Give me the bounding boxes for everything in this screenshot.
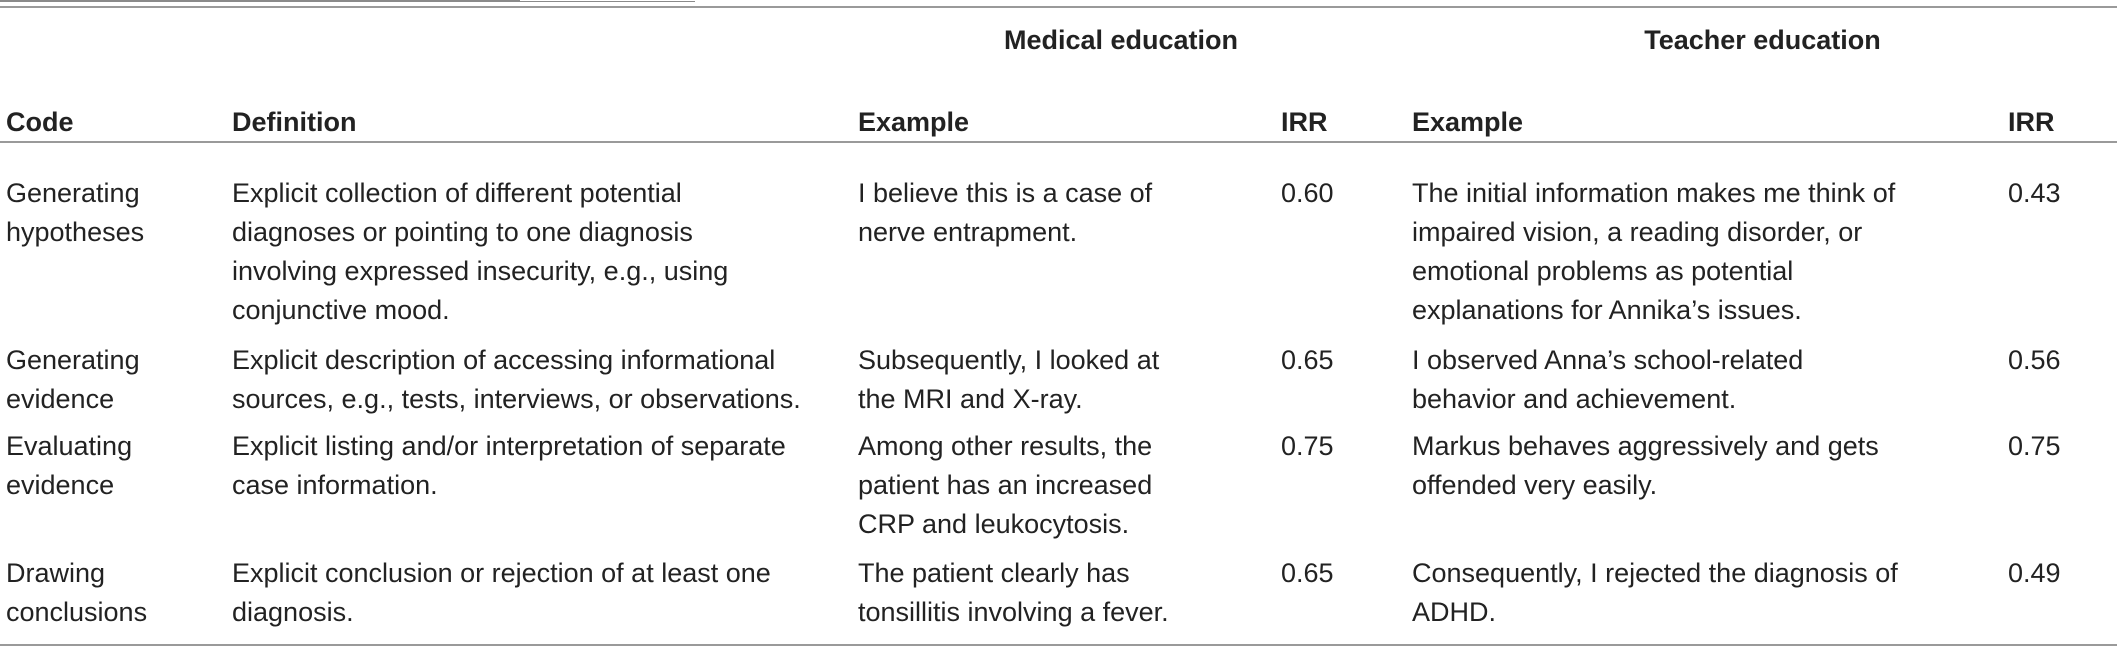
row-3-teacher-example: Markus behaves aggressively and gets offended very easily. bbox=[1412, 431, 1879, 500]
row-1-medical-example: I believe this is a case of nerve entrapment. bbox=[858, 178, 1153, 247]
row-1-code: Generating hypotheses bbox=[6, 178, 145, 247]
row-1-medical-irr: 0.60 bbox=[1281, 178, 1334, 208]
row-2-medical-irr: 0.65 bbox=[1281, 345, 1334, 375]
row-2-teacher-example: I observed Anna’s school-related behavior and achievement. bbox=[1412, 345, 1804, 414]
row-1-teacher-example: The initial information makes me think of impaired vision, a reading disorder, or emotional problems as potential explanations for Annika’s issues. bbox=[1412, 178, 1896, 325]
header-rule bbox=[0, 141, 2117, 143]
table-top-rule bbox=[0, 6, 2117, 8]
row-3-teacher-irr: 0.75 bbox=[2008, 431, 2061, 461]
row-1-definition: Explicit collection of different potential diagnoses or pointing to one diagnosis involving expressed insecurity, e.g., using conjunctive mood. bbox=[232, 178, 729, 325]
row-1-teacher-irr: 0.43 bbox=[2008, 178, 2061, 208]
column-header-medical-irr: IRR bbox=[1281, 107, 1328, 137]
table-bottom-rule bbox=[0, 644, 2117, 646]
column-header-definition: Definition bbox=[232, 107, 357, 137]
column-header-teacher-irr: IRR bbox=[2008, 107, 2055, 137]
group-header-medical: Medical education bbox=[1003, 25, 1239, 55]
row-4-teacher-irr: 0.49 bbox=[2008, 558, 2061, 588]
row-3-medical-example: Among other results, the patient has an increased CRP and leukocytosis. bbox=[858, 431, 1153, 539]
group-rule-teacher bbox=[0, 1, 695, 2]
column-header-teacher-example: Example bbox=[1412, 107, 1524, 137]
row-4-definition: Explicit conclusion or rejection of at least one diagnosis. bbox=[232, 558, 771, 627]
row-3-code: Evaluating evidence bbox=[6, 431, 133, 500]
row-4-medical-example: The patient clearly has tonsillitis involving a fever. bbox=[858, 558, 1169, 627]
column-header-code: Code bbox=[6, 107, 74, 137]
row-4-code: Drawing conclusions bbox=[6, 558, 148, 627]
row-2-medical-example: Subsequently, I looked at the MRI and X-ray. bbox=[858, 345, 1160, 414]
row-3-medical-irr: 0.75 bbox=[1281, 431, 1334, 461]
column-header-medical-example: Example bbox=[858, 107, 970, 137]
row-2-code: Generating evidence bbox=[6, 345, 140, 414]
row-3-definition: Explicit listing and/or interpretation of separate case information. bbox=[232, 431, 786, 500]
row-4-medical-irr: 0.65 bbox=[1281, 558, 1334, 588]
group-header-teacher: Teacher education bbox=[1644, 25, 1881, 55]
row-2-teacher-irr: 0.56 bbox=[2008, 345, 2061, 375]
row-2-definition: Explicit description of accessing informational sources, e.g., tests, interviews, or observations. bbox=[232, 345, 801, 414]
row-4-teacher-example: Consequently, I rejected the diagnosis of ADHD. bbox=[1412, 558, 1898, 627]
